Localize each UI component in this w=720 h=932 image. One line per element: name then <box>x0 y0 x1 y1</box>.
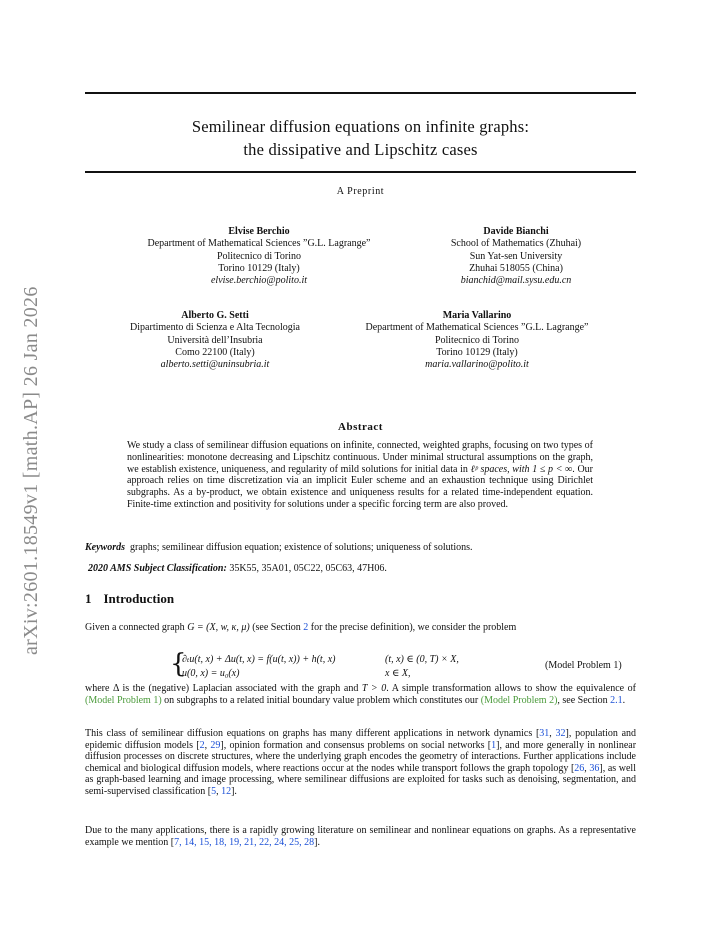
author-affiliation: School of Mathematics (Zhuhai) <box>450 238 582 250</box>
author-affiliation: Università dell’Insubria <box>167 334 263 346</box>
ams-label: 2020 AMS Subject Classification: <box>88 563 227 574</box>
author-name: Alberto G. Setti <box>181 310 249 321</box>
citation-link[interactable]: 1 <box>491 739 497 751</box>
equation-line-2-right: x ∈ X, <box>385 668 411 679</box>
intro-paragraph-1: Given a connected graph G = (X, w, κ, μ) (see Section 2 for the precise definition), we consider the problem <box>85 622 517 633</box>
intro-paragraph-3: This class of semilinear diffusion equations on graphs has many different applications in network dynamics [31, 32], population and epidemic diffusion models [2, 29], opinion formation and consensus problems on social networks [1], and more generally in nonlinear diffusion processes on discrete structures, where the underlying graph encodes the geometry of interactions. Further applications include chemical and biological diffusion models, where reactions occur at the nodes while transport follows the graph topology [26, 36], as well as graph-based learning and image processing, where semilinear diffusions are exploited for tasks such as denoising, segmentation, and semi-supervised classification [5, 12]. <box>85 728 637 797</box>
author-email[interactable]: elvise.berchio@polito.it <box>210 275 308 287</box>
citation-link[interactable]: 36 <box>589 762 600 774</box>
author-affiliation: Politecnico di Torino <box>216 250 302 262</box>
author-affiliation: Department of Mathematical Sciences ”G.L. Lagrange” <box>147 238 371 250</box>
keywords-text: graphs; semilinear diffusion equation; existence of solutions; uniqueness of solutions. <box>130 542 473 553</box>
ams-classification-line <box>88 563 639 574</box>
author-block-2 <box>432 226 600 287</box>
author-name: Elvise Berchio <box>228 226 290 237</box>
abstract-text: We study a class of semilinear diffusion equations on infinite, connected, weighted graphs, focusing on two types of nonlinearities: monotone decreasing and Lipschitz continuous. Under minimal structural assumptions on the graph, we establish existence, uniqueness, and regularity of mild solutions for initial data in ℓᵖ spaces, with 1 ≤ p < ∞. Our approach relies on time discretization via an implicit Euler scheme and an exhaustion technique using Dirichlet subgraphs. As a by-product, we obtain existence and uniqueness results for a related time-independent equation. Finite-time extinction and positivity for solutions under a specific forcing term are also proved. <box>127 440 593 510</box>
equation-ref-link[interactable]: (Model Problem 1) <box>85 694 162 706</box>
author-affiliation: Department of Mathematical Sciences ”G.L. Lagrange” <box>365 322 589 334</box>
author-block-4 <box>338 310 616 371</box>
author-email[interactable]: bianchid@mail.sysu.edu.cn <box>460 275 572 287</box>
author-affiliation: Zhuhai 518055 (China) <box>469 262 563 274</box>
ams-text: 35K55, 35A01, 05C22, 05C63, 47H06. <box>229 563 387 574</box>
abstract-math: ℓᵖ spaces, with 1 ≤ p < ∞ <box>470 463 573 475</box>
section-ref-link[interactable]: 2.1 <box>610 694 623 706</box>
author-name: Maria Vallarino <box>442 310 512 321</box>
citation-link[interactable]: 29 <box>210 739 221 751</box>
citation-link[interactable]: 2 <box>199 739 205 751</box>
author-affiliation: Torino 10129 (Italy) <box>436 346 518 358</box>
equation-line-2-left: u(0, x) = u₀(x) <box>182 668 240 679</box>
abstract-heading: Abstract <box>338 421 383 433</box>
section-ref-link[interactable]: 2 <box>303 622 309 633</box>
citation-link[interactable]: 26 <box>574 762 585 774</box>
citation-link[interactable]: 31 <box>539 728 550 739</box>
intro-paragraph-4: Due to the many applications, there is a rapidly growing literature on semilinear and nonlinear equations on graphs. As a representative example we mention [7, 14, 15, 18, 19, 21, 22, 24, 25, 28]. <box>85 825 636 848</box>
equation-line-1-left: ∂ₜu(t, x) + Δu(t, x) = f(u(t, x)) + h(t, x) <box>182 654 336 665</box>
citation-link[interactable]: 12 <box>221 785 232 797</box>
preprint-label: A Preprint <box>336 186 385 197</box>
arxiv-stamp: arXiv:2601.18549v1 [math.AP] 26 Jan 2026 <box>20 286 42 655</box>
citation-link[interactable]: 32 <box>555 728 566 739</box>
keywords-line <box>85 542 636 553</box>
citation-link[interactable]: 5 <box>211 785 217 797</box>
equation-ref-link[interactable]: (Model Problem 2) <box>480 694 558 706</box>
author-affiliation: Como 22100 (Italy) <box>175 346 255 358</box>
intro-paragraph-2: where Δ is the (negative) Laplacian associated with the graph and T > 0. A simple transformation allows to show the equivalence of (Model Problem 1) on subgraphs to a related initial boundary value problem which constitutes our (Model Problem 2), see Section 2.1. <box>85 683 636 706</box>
paper-title-line-2: the dissipative and Lipschitz cases <box>243 140 478 159</box>
keywords-label: Keywords <box>85 542 125 553</box>
author-block-1 <box>120 226 398 287</box>
title-top-rule <box>85 92 636 94</box>
section-heading: 1 Introduction <box>85 591 175 606</box>
author-email[interactable]: maria.vallarino@polito.it <box>425 359 529 371</box>
citation-links[interactable]: 7, 14, 15, 18, 19, 21, 22, 24, 25, 28 <box>174 836 315 848</box>
author-email[interactable]: alberto.setti@uninsubria.it <box>160 359 270 371</box>
author-name: Davide Bianchi <box>483 226 549 237</box>
equation-line-1-right: (t, x) ∈ (0, T) × X, <box>385 654 459 665</box>
author-affiliation: Torino 10129 (Italy) <box>218 262 300 274</box>
equation-brace: { <box>170 649 187 679</box>
title-bottom-rule <box>85 171 636 173</box>
author-affiliation: Politecnico di Torino <box>434 334 520 346</box>
equation-label: (Model Problem 1) <box>545 660 622 671</box>
author-affiliation: Dipartimento di Scienza e Alta Tecnologia <box>130 322 300 334</box>
author-affiliation: Sun Yat-sen University <box>469 250 563 262</box>
author-block-3 <box>105 310 325 371</box>
paper-title-line-1: Semilinear diffusion equations on infinite graphs: <box>191 117 530 136</box>
